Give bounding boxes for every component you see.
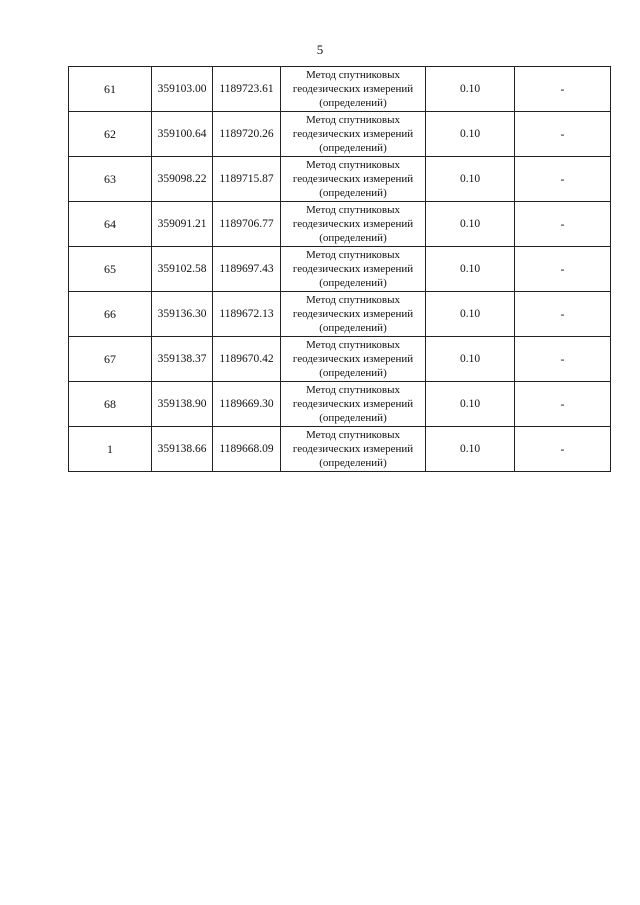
y-coordinate-cell: 1189723.61 (213, 67, 281, 112)
method-cell (281, 202, 426, 247)
description-cell: - (515, 157, 611, 202)
point-number-cell: 64 (69, 202, 152, 247)
method-cell (281, 67, 426, 112)
x-coordinate-cell: 359091.21 (152, 202, 213, 247)
table-row (69, 382, 611, 427)
method-line: (определений) (319, 322, 387, 334)
precision-cell: 0.10 (426, 202, 515, 247)
precision-cell: 0.10 (426, 157, 515, 202)
method-line: геодезических измерений (292, 218, 414, 230)
precision-cell: 0.10 (426, 67, 515, 112)
method-cell (281, 157, 426, 202)
method-line: Метод спутниковых (306, 249, 400, 261)
method-line: (определений) (319, 142, 387, 154)
method-line: (определений) (319, 97, 387, 109)
method-line: (определений) (319, 457, 387, 469)
method-line: Метод спутниковых (306, 339, 400, 351)
method-cell (281, 112, 426, 157)
precision-cell: 0.10 (426, 427, 515, 472)
method-line: Метод спутниковых (306, 429, 400, 441)
x-coordinate-cell: 359136.30 (152, 292, 213, 337)
method-line: Метод спутниковых (306, 69, 400, 81)
method-line: Метод спутниковых (306, 114, 400, 126)
table-row (69, 67, 611, 112)
method-line: геодезических измерений (292, 83, 414, 95)
description-cell: - (515, 112, 611, 157)
page-number: 5 (316, 42, 324, 57)
y-coordinate-cell: 1189715.87 (213, 157, 281, 202)
method-line: Метод спутниковых (306, 204, 400, 216)
coordinates-table (68, 66, 611, 472)
method-line: Метод спутниковых (306, 294, 400, 306)
method-cell (281, 382, 426, 427)
description-cell: - (515, 337, 611, 382)
point-number-cell: 63 (69, 157, 152, 202)
x-coordinate-cell: 359138.37 (152, 337, 213, 382)
y-coordinate-cell: 1189670.42 (213, 337, 281, 382)
table-row (69, 202, 611, 247)
description-cell: - (515, 202, 611, 247)
method-line: геодезических измерений (292, 308, 414, 320)
precision-cell: 0.10 (426, 382, 515, 427)
description-cell: - (515, 67, 611, 112)
method-line: (определений) (319, 367, 387, 379)
precision-cell: 0.10 (426, 247, 515, 292)
precision-cell: 0.10 (426, 112, 515, 157)
description-cell: - (515, 382, 611, 427)
x-coordinate-cell: 359138.90 (152, 382, 213, 427)
method-cell (281, 247, 426, 292)
table-row (69, 337, 611, 382)
precision-cell: 0.10 (426, 292, 515, 337)
point-number-cell: 66 (69, 292, 152, 337)
method-line: геодезических измерений (292, 128, 414, 140)
method-line: геодезических измерений (292, 443, 414, 455)
y-coordinate-cell: 1189720.26 (213, 112, 281, 157)
y-coordinate-cell: 1189706.77 (213, 202, 281, 247)
method-line: геодезических измерений (292, 173, 414, 185)
description-cell: - (515, 292, 611, 337)
method-cell (281, 337, 426, 382)
method-line: (определений) (319, 187, 387, 199)
coordinates-table-body (69, 67, 611, 472)
table-row (69, 247, 611, 292)
method-line: (определений) (319, 232, 387, 244)
method-line: (определений) (319, 277, 387, 289)
table-row (69, 427, 611, 472)
method-cell (281, 427, 426, 472)
x-coordinate-cell: 359102.58 (152, 247, 213, 292)
point-number-cell: 62 (69, 112, 152, 157)
method-line: (определений) (319, 412, 387, 424)
x-coordinate-cell: 359103.00 (152, 67, 213, 112)
method-line: Метод спутниковых (306, 384, 400, 396)
point-number-cell: 1 (69, 427, 152, 472)
y-coordinate-cell: 1189672.13 (213, 292, 281, 337)
y-coordinate-cell: 1189668.09 (213, 427, 281, 472)
method-line: геодезических измерений (292, 398, 414, 410)
method-cell (281, 292, 426, 337)
method-line: Метод спутниковых (306, 159, 400, 171)
description-cell: - (515, 427, 611, 472)
table-row (69, 292, 611, 337)
x-coordinate-cell: 359100.64 (152, 112, 213, 157)
table-row (69, 112, 611, 157)
description-cell: - (515, 247, 611, 292)
precision-cell: 0.10 (426, 337, 515, 382)
y-coordinate-cell: 1189669.30 (213, 382, 281, 427)
point-number-cell: 65 (69, 247, 152, 292)
method-line: геодезических измерений (292, 263, 414, 275)
point-number-cell: 61 (69, 67, 152, 112)
table-row (69, 157, 611, 202)
point-number-cell: 68 (69, 382, 152, 427)
y-coordinate-cell: 1189697.43 (213, 247, 281, 292)
point-number-cell: 67 (69, 337, 152, 382)
x-coordinate-cell: 359098.22 (152, 157, 213, 202)
x-coordinate-cell: 359138.66 (152, 427, 213, 472)
method-line: геодезических измерений (292, 353, 414, 365)
